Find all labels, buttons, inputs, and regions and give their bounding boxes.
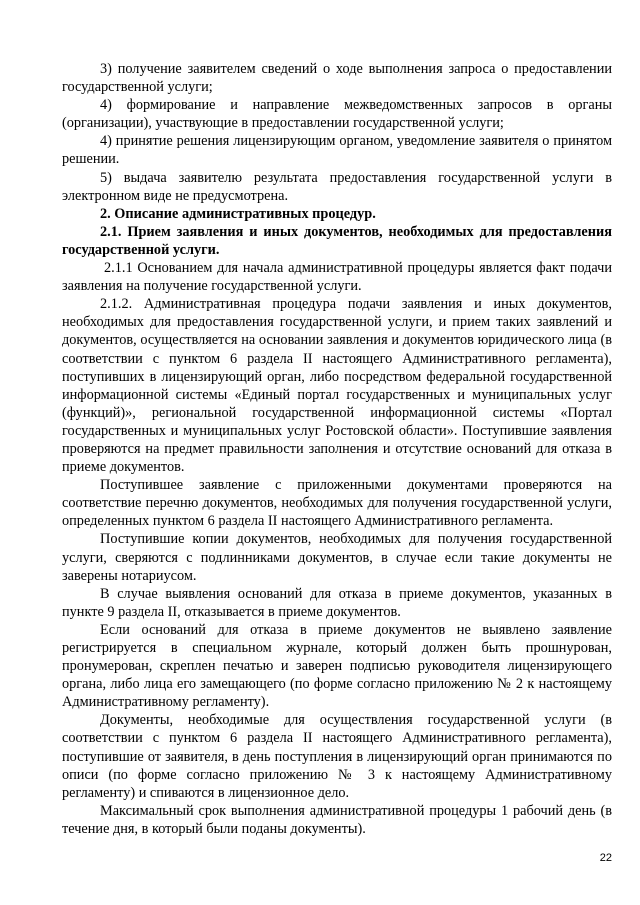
paragraph-item-4a: 4) формирование и направление межведомственных запросов в органы (организации), участвующие в предоставлении государственной услуги; xyxy=(62,97,612,132)
section-heading: 2. Описание административных процедур. xyxy=(100,205,376,222)
paragraph-registration: Если оснований для отказа в приеме документов не выявлено заявление регистрируется в специальном журнале, который должен быть прошнурован, пронумерован, скреплен печатью и заверен подписью руководителя лицензирующего органа, либо лица его замещающего (по форме согласно приложению № 2 к настоящему Административному регламенту). xyxy=(62,621,612,711)
page-number: 22 xyxy=(599,852,612,864)
paragraph-documents-check: Поступившее заявление с приложенными документами проверяются на соответствие перечню документов, необходимых для получения государственной услуги, определенных пунктом 6 раздела II настоящего Административного регламента. xyxy=(62,477,612,530)
paragraph-2-1-1: 2.1.1 Основанием для начала административной процедуры является факт подачи заявления на получение государственной услуги. xyxy=(62,260,612,295)
paragraph-2-1-2: 2.1.2. Административная процедура подачи заявления и иных документов, необходимых для предоставления государственной услуги, и прием таких заявлений и документов, осуществляется на основании заявления и документов юридического лица (в соответствии с пунктом 6 раздела II настоящего Административного регламента), поступивших в лицензирующий орган, либо посредством федеральной государственной информационной системы «Единый портал государственных и муниципальных услуг (функций)», региональной государственной информационной системы «Портал государственных и муниципальных услуг Ростовской области». Поступившие заявления проверяются на предмет правильности заполнения и отсутствие оснований для отказа в приеме документов. xyxy=(62,296,612,476)
paragraph-item-3: 3) получение заявителем сведений о ходе выполнения запроса о предоставлении государственной услуги; xyxy=(62,61,612,96)
paragraph-item-4b: 4) принятие решения лицензирующим органом, уведомление заявителя о принятом решении. xyxy=(62,133,612,168)
document-body xyxy=(62,60,612,838)
paragraph-deadline: Максимальный срок выполнения административной процедуры 1 рабочий день (в течение дня, в который были поданы документы). xyxy=(62,802,612,837)
paragraph-inventory: Документы, необходимые для осуществления государственной услуги (в соответствии с пунктом 6 раздела II настоящего Административного регламента), поступившие от заявителя, в день поступления в лицензирующий орган принимаются по описи (по форме согласно приложению № 3 к настоящему Административному регламенту) и спиваются в лицензионное дело. xyxy=(62,712,612,801)
subsection-heading: 2.1. Прием заявления и иных документов, необходимых для предоставления государственной услуги. xyxy=(62,223,612,258)
paragraph-item-5: 5) выдача заявителю результата предоставления государственной услуги в электронном виде не предусмотрена. xyxy=(62,169,612,204)
paragraph-refusal: В случае выявления оснований для отказа в приеме документов, указанных в пункте 9 раздела II, отказывается в приеме документов. xyxy=(62,585,612,620)
paragraph-copies: Поступившие копии документов, необходимых для получения государственной услуги, сверяются с подлинниками документов, в случае если такие документы не заверены нотариусом. xyxy=(62,531,612,584)
